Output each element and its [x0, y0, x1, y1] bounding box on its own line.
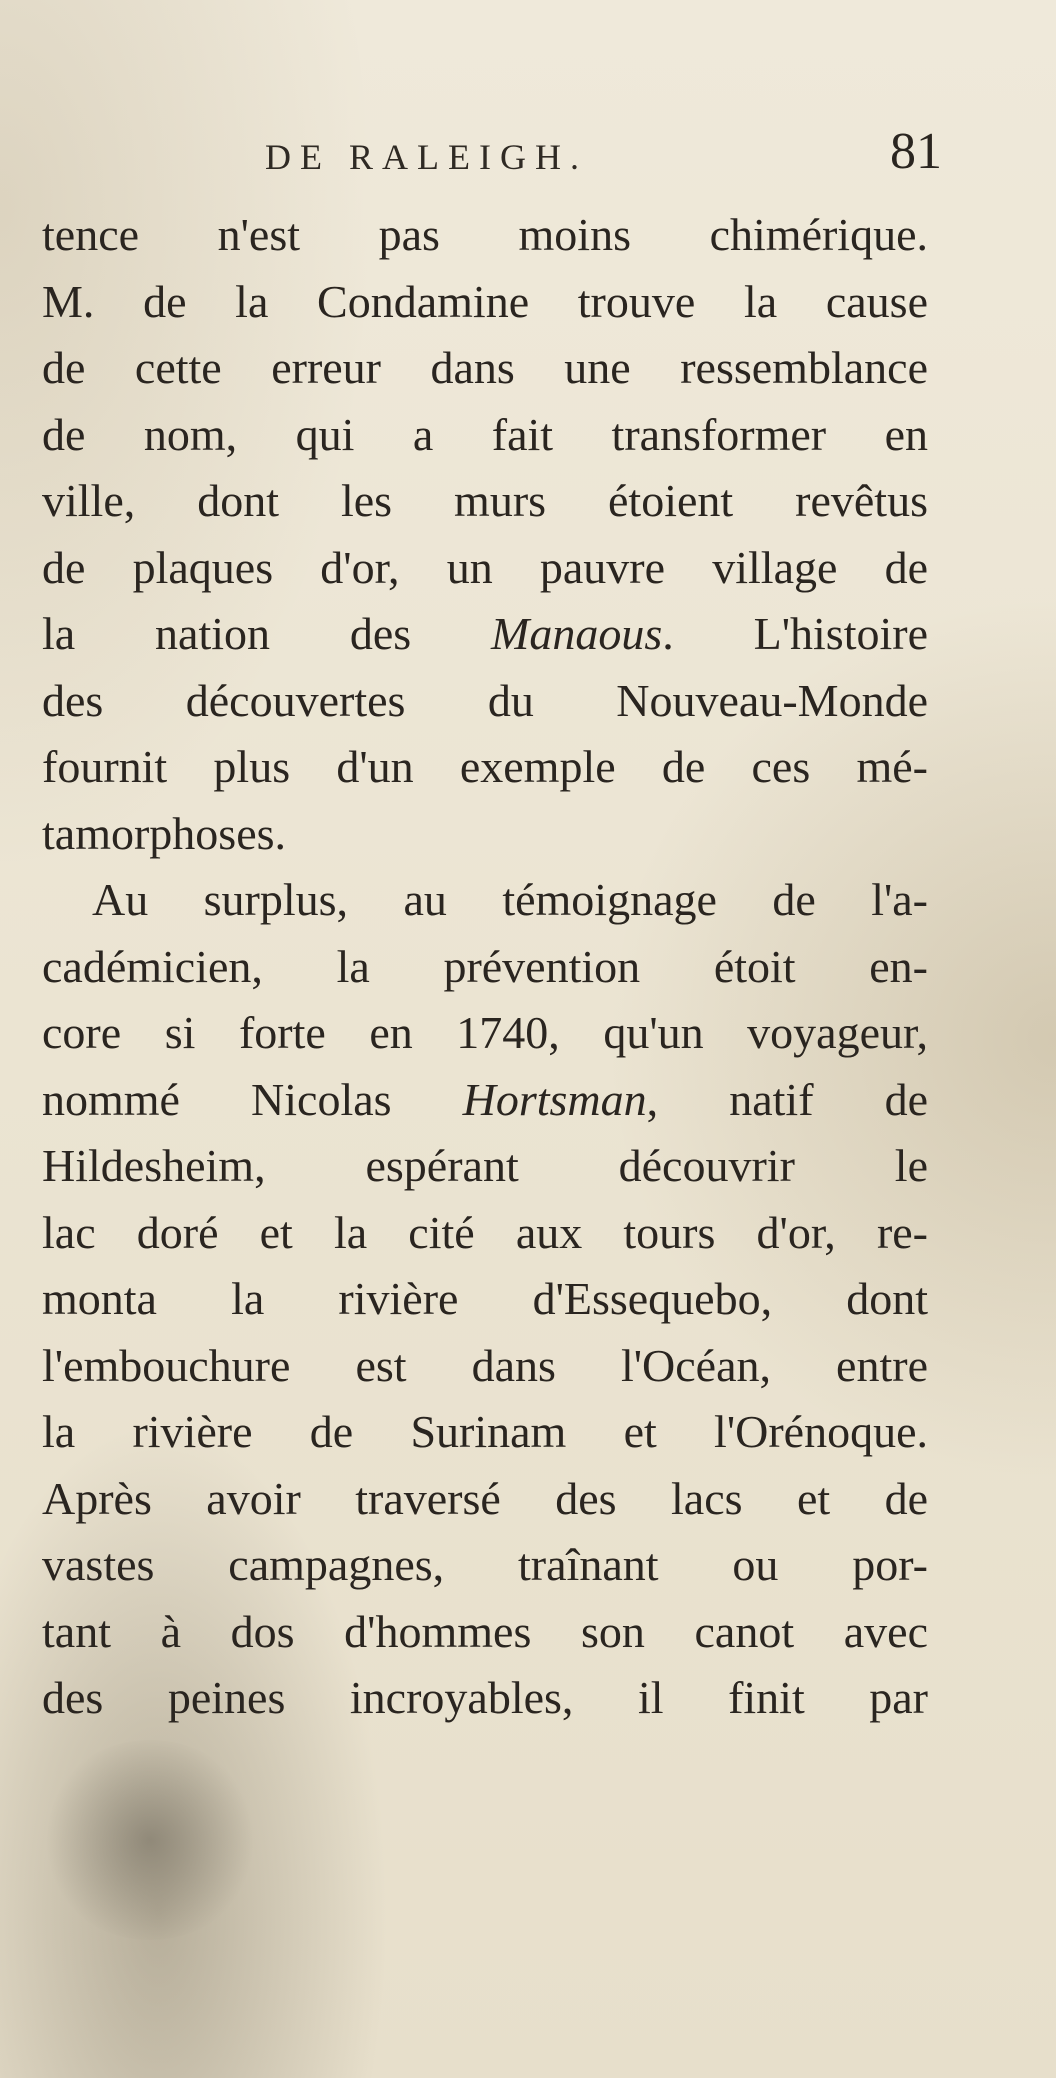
text-line: fournit plus d'un exemple de ces mé- [42, 741, 928, 792]
text-segment: la nation des [42, 608, 492, 659]
text-line: lac doré et la cité aux tours d'or, re- [42, 1206, 928, 1258]
text-line: Après avoir traversé des lacs et de [42, 1472, 928, 1524]
text-line: Hildesheim, espérant découvrir le [42, 1140, 928, 1191]
running-head: DE RALEIGH. [265, 137, 588, 177]
text-line: core si forte en 1740, qu'un voyageur, [42, 1007, 928, 1058]
text-line: tamorphoses. [42, 807, 287, 859]
text-line [42, 601, 928, 668]
text-line: monta la rivière d'Essequebo, dont [42, 1273, 928, 1324]
text-line: vastes campagnes, traînant ou por- [42, 1539, 928, 1590]
text-line: de plaques d'or, un pauvre village de [42, 541, 928, 593]
text-line: M. de la Condamine trouve la cause [42, 275, 928, 327]
text-line: cadémicien, la prévention étoit en- [42, 940, 928, 992]
text-segment: , natif de [646, 1073, 928, 1125]
text-line: de nom, qui a fait transformer en [42, 408, 928, 460]
text-line: des découvertes du Nouveau-Monde [42, 674, 928, 726]
text-line: de cette erreur dans une ressemblance [42, 342, 928, 393]
body-text [42, 202, 928, 1732]
italic-name: Hortsman [462, 1073, 647, 1125]
text-line: des peines incroyables, il finit par [42, 1672, 928, 1723]
text-line: Au surplus, au témoignage de l'a- [92, 874, 928, 925]
text-segment: nommé Nicolas [42, 1073, 463, 1125]
text-line: l'embouchure est dans l'Océan, entre [42, 1339, 928, 1391]
text-line: tence n'est pas moins chimérique. [42, 209, 928, 260]
text-segment: . L'histoire [662, 608, 928, 659]
text-line [42, 1067, 928, 1134]
text-line: la rivière de Surinam et l'Orénoque. [42, 1406, 928, 1457]
text-line: ville, dont les murs étoient revêtus [42, 475, 928, 526]
page-header [40, 123, 942, 188]
italic-name: Manaous [491, 608, 663, 659]
page-number: 81 [890, 123, 942, 180]
text-line: tant à dos d'hommes son canot avec [42, 1605, 928, 1657]
ink-smudge [40, 1740, 260, 1940]
